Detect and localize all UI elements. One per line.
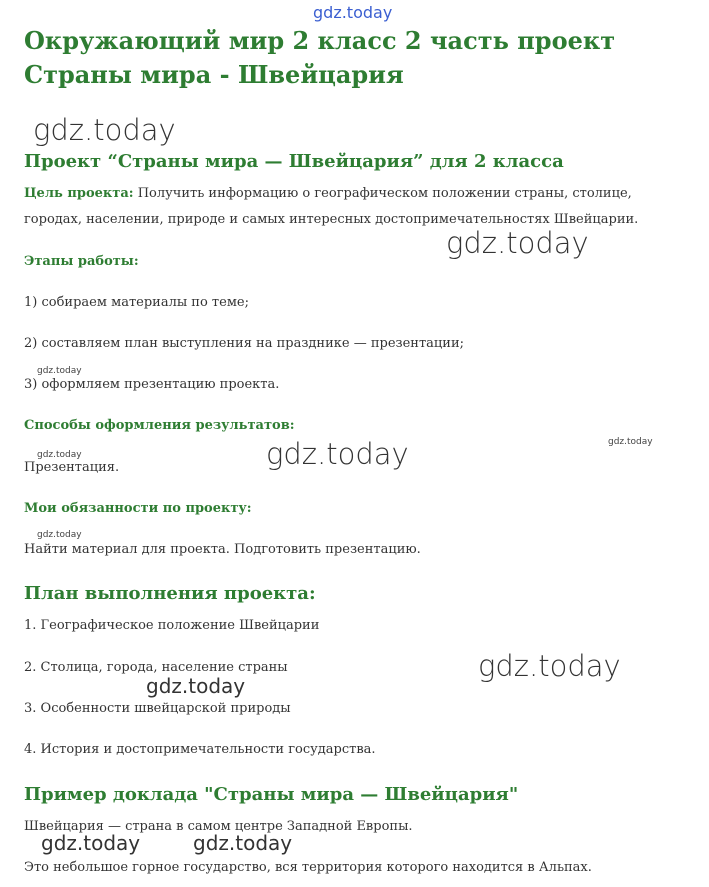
goal-label: Цель проекта: <box>24 186 134 201</box>
watermark: gdz.today <box>478 649 621 683</box>
project-heading: Проект “Страны мира — Швейцария” для 2 класса <box>24 151 564 172</box>
watermark: gdz.today <box>33 113 176 147</box>
example-heading: Пример доклада "Страны мира — Швейцария" <box>24 784 519 805</box>
project-goal <box>24 181 684 233</box>
watermark: gdz.today <box>266 437 409 471</box>
duties-text: Найти материал для проекта. Подготовить презентацию. <box>24 542 421 557</box>
list-item: 4. История и достопримечательности государства. <box>24 742 376 757</box>
list-item: 2. Столица, города, население страны <box>24 660 288 675</box>
stages-label: Этапы работы: <box>24 254 139 269</box>
goal-text: Получить информацию о географическом положении страны, столице, городах, населении, природе и самых интересных достопримечательностях Швейцарии. <box>24 186 639 227</box>
watermark: gdz.today <box>146 674 246 698</box>
plan-heading: План выполнения проекта: <box>24 583 316 604</box>
watermark: gdz.today <box>41 831 141 855</box>
watermark-top: gdz.today <box>313 3 393 22</box>
list-item: 3. Особенности швейцарской природы <box>24 701 291 716</box>
list-item: 2) составляем план выступления на празднике — презентации; <box>24 336 464 351</box>
watermark: gdz.today <box>37 530 82 540</box>
watermark: gdz.today <box>608 437 653 447</box>
list-item: 3) оформляем презентацию проекта. <box>24 377 280 392</box>
list-item: 1. Географическое положение Швейцарии <box>24 618 320 633</box>
list-item: 1) собираем материалы по теме; <box>24 295 249 310</box>
example-line: Это небольшое горное государство, вся территория которого находится в Альпах. <box>24 860 592 875</box>
watermark: gdz.today <box>37 450 82 460</box>
page-title: Окружающий мир 2 класс 2 часть проект Страны мира - Швейцария <box>24 26 616 89</box>
watermark: gdz.today <box>193 831 293 855</box>
duties-label: Мои обязанности по проекту: <box>24 501 252 516</box>
example-line: Швейцария — страна в самом центре Западной Европы. <box>24 819 413 834</box>
methods-label: Способы оформления результатов: <box>24 418 295 433</box>
watermark: gdz.today <box>446 226 589 260</box>
watermark: gdz.today <box>37 366 82 376</box>
methods-text: Презентация. <box>24 460 120 475</box>
